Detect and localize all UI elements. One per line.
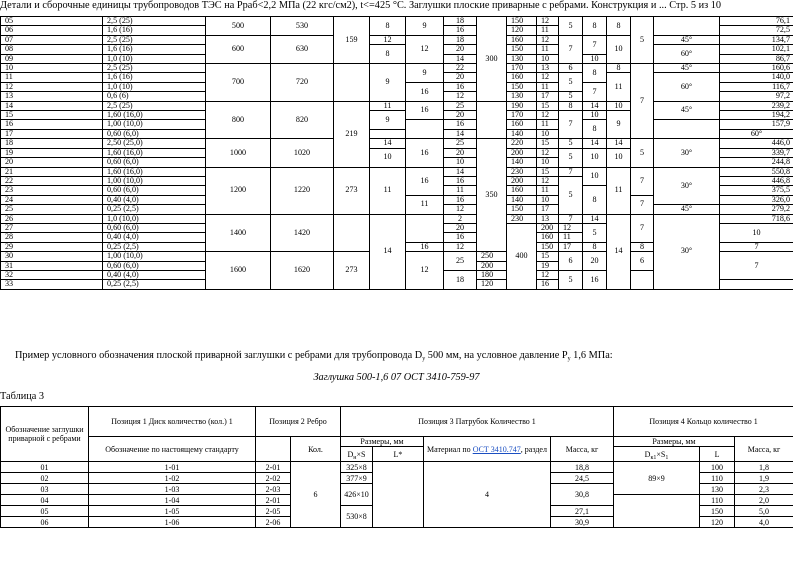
table3-label: Таблица 3 <box>0 391 45 402</box>
table-header-row: $D_н\times S$ L* $D_{к1}\times S_1$ L <box>1 447 793 462</box>
table-row: 23 0,60 (6,0) 11 160 11 8 375,5 <box>1 186 793 195</box>
table-header-row: Обозначение заглушки приварной с ребрами Позиция 1 Диск количество (кол.) 1 Позиция 2 Ребро Позиция 3 Патрубок Количество 1 Позиция 4 Кольцо количество 1 <box>1 407 793 437</box>
table-header-row: Обозначение по настоящему стандарту Кол. Размеры, мм Материал по ОСТ 3410.747, раздел Масса, кг Размеры, мм Масса, кг <box>1 437 793 447</box>
table-row: 29 0,25 (2,5) 16 12 150 17 8 8 7 <box>1 242 793 251</box>
table-row: 02 1-02 2-02 377×9 24,5 110 1,9 <box>1 473 793 484</box>
table-row: 20 0,60 (6,0) 10 140 10 244,8 <box>1 158 793 167</box>
designation-example: Заглушка 500-1,6 07 ОСТ 3410-759-97 <box>313 372 480 383</box>
page-title: Детали и сборочные единицы трубопроводов ТЭС на Рраб<2,2 МПа (22 кгс/см2), t<=425 °С. Заглушки плоские приварные с ребрами. Конструкция и ... Стр. 5 из 10 <box>0 0 722 11</box>
table-row: 32 0,40 (4,0) 18 180 12 5 16 <box>1 270 793 279</box>
table-row: 03 1-03 2-03 426×10 30,8 130 2,3 <box>1 484 793 495</box>
table-row: 13 0,6 (6) 12 130 17 5 97,2 <box>1 92 793 101</box>
table-row: 30 1,00 (10,0) 1600 1620 273 12 25 250 15 6 20 6 7 <box>1 252 793 261</box>
table-row: 26 1,0 (10,0) 1400 1420 14 2 230 13 7 14 14 7 30° 718,6 <box>1 214 793 223</box>
table-row: 28 0,40 (4,0) 16 160 11 <box>1 233 793 242</box>
table-row: 22 1,00 (10,0) 16 200 12 5 446,8 <box>1 176 793 185</box>
table-row: 05 2,5 (25) 500 530 159 8 9 18 300 150 12 5 8 8 5 76,1 <box>1 17 793 26</box>
table-row: 19 1,60 (16,0) 10 20 200 12 5 10 10 339,7 <box>1 148 793 157</box>
table-row: 14 2,5 (25) 800 820 219 11 16 25 190 15 8 14 10 45° 239,2 <box>1 101 793 110</box>
table-row: 06 1-06 2-06 30,9 120 4,0 <box>1 517 793 528</box>
table-row: 21 1,60 (16,0) 1200 1220 273 11 16 14 230 15 7 10 11 7 30° 550,8 <box>1 167 793 176</box>
table-row: 18 2,50 (25,0) 1000 1020 14 16 25 350 220 15 5 14 14 5 30° 446,0 <box>1 139 793 148</box>
table-row: 09 1,0 (10) 14 130 10 10 86,7 <box>1 54 793 63</box>
table-row: 04 1-04 2-01 110 2,0 <box>1 495 793 506</box>
table-row: 33 0,25 (2,5) 120 16 <box>1 280 793 289</box>
table-row: 31 0,60 (6,0) 200 19 <box>1 261 793 270</box>
plug-components-table <box>0 406 793 528</box>
table-row: 06 1,6 (16) 16 120 11 72,5 <box>1 26 793 35</box>
table-row: 17 0,60 (6,0) 14 140 10 60° <box>1 129 793 138</box>
table-row: 08 1,6 (16) 8 20 150 11 60° 102,1 <box>1 45 793 54</box>
designation-example-text: Пример условного обозначения плоской приварной заглушки с ребрами для трубопровода $D_у$ 500 мм, на условное давление $P_у$ 1,6 МПа: <box>15 350 613 362</box>
table-row: 16 1,00 (10,0) 16 160 11 8 157,9 <box>1 120 793 129</box>
table-row: 11 1,6 (16) 20 160 12 5 11 60° 140,0 <box>1 73 793 82</box>
table-row: 24 0,40 (4,0) 11 16 140 10 7 326,0 <box>1 195 793 204</box>
ost-link[interactable]: ОСТ 3410.747 <box>472 444 521 454</box>
table-row: 15 1,60 (16,0) 9 20 170 12 7 10 9 194,2 <box>1 111 793 120</box>
table-row: 12 1,0 (10) 16 16 150 11 7 116,7 <box>1 82 793 91</box>
table-row: 10 2,5 (25) 700 720 9 9 22 170 13 6 8 8 7 45° 160,6 <box>1 64 793 73</box>
pipe-plug-dimensions-table <box>0 16 793 290</box>
table-row: 01 1-01 2-01 6 325×8 4 18,8 89×9 100 1,8 <box>1 462 793 473</box>
table-row: 25 0,25 (2,5) 12 150 17 45° 279,2 <box>1 205 793 214</box>
table-row: 07 2,5 (25) 600 630 12 12 18 160 12 7 7 10 45° 134,7 <box>1 35 793 44</box>
table-row: 05 1-05 2-05 530×8 27,1 150 5,0 <box>1 506 793 517</box>
table-row: 27 0,60 (6,0) 20 400 200 12 5 10 <box>1 223 793 232</box>
